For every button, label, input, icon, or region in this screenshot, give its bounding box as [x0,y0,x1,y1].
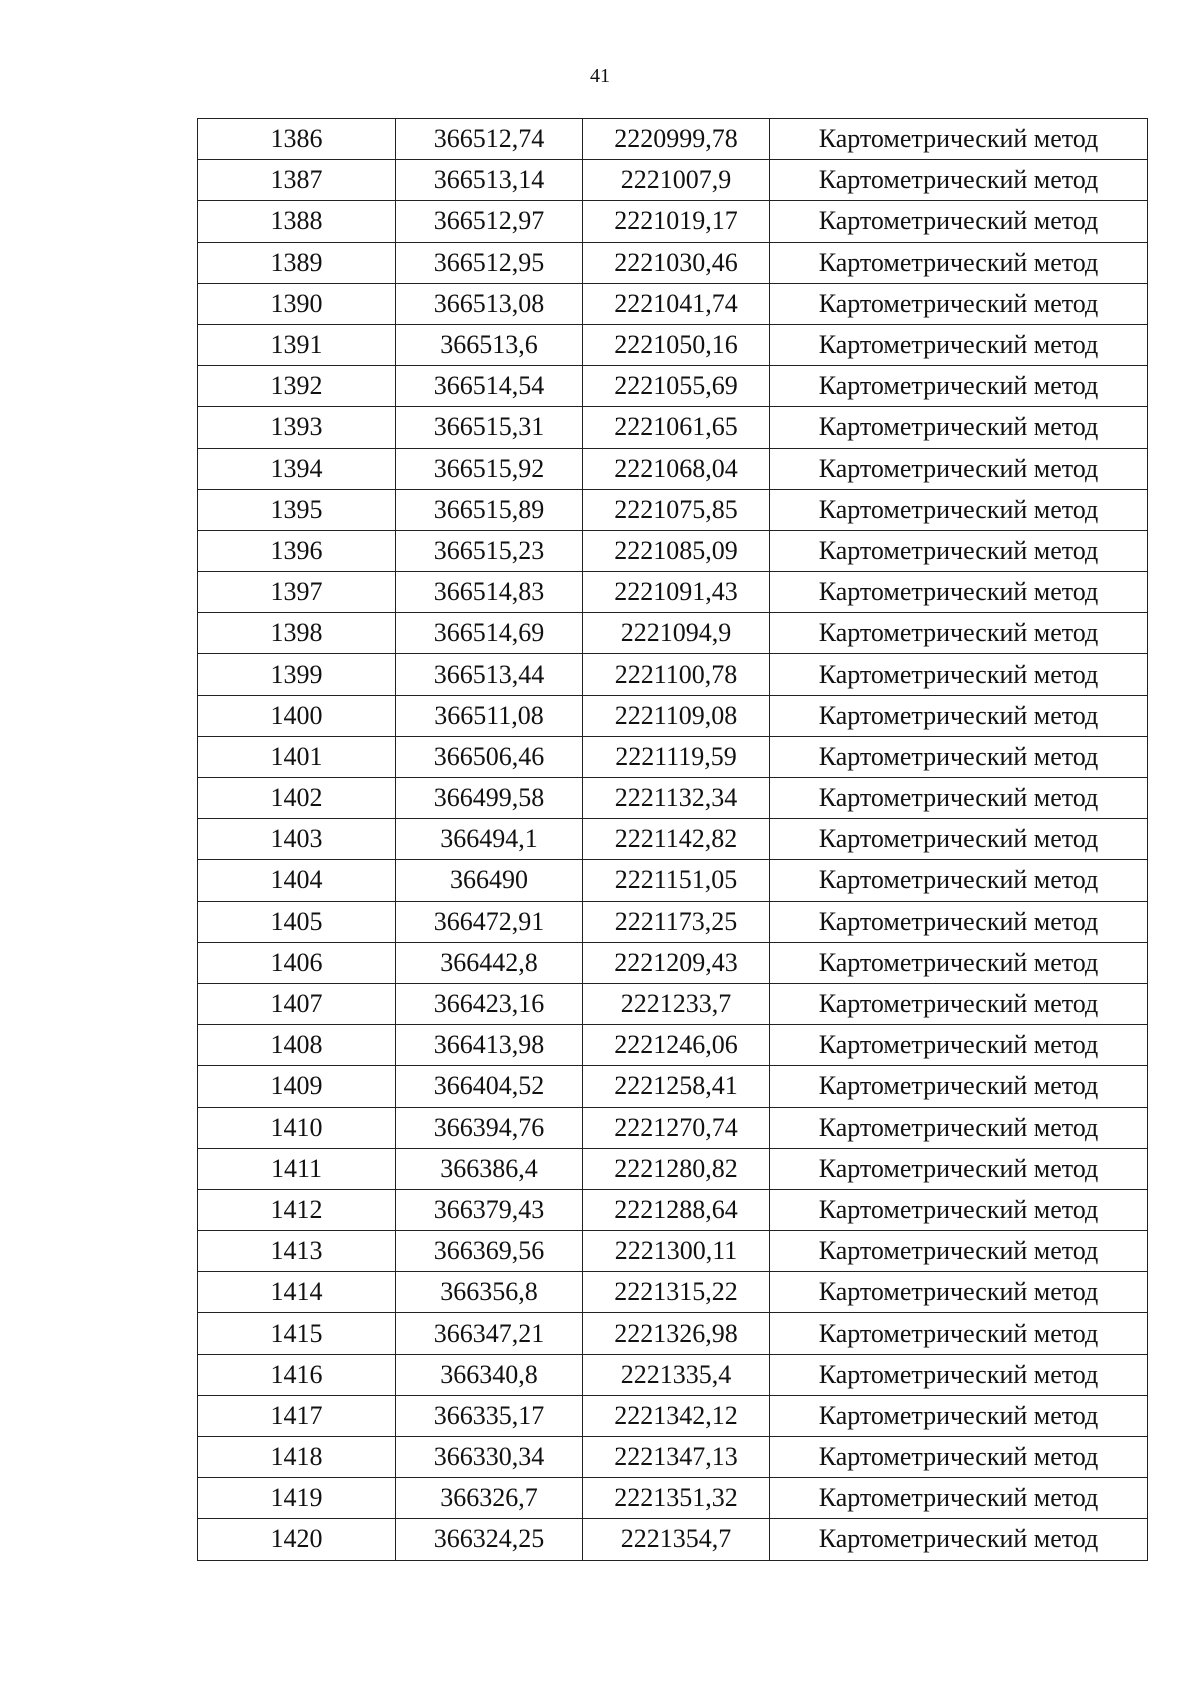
method-cell: Картометрический метод [770,242,1148,283]
coordinate-y-cell: 2221075,85 [583,489,770,530]
method-cell: Картометрический метод [770,1354,1148,1395]
coordinate-y-cell: 2221342,12 [583,1395,770,1436]
coordinate-x-cell: 366515,89 [396,489,583,530]
page-number: 41 [590,65,610,87]
point-number-cell: 1413 [198,1231,396,1272]
point-number-cell: 1390 [198,283,396,324]
coordinate-x-cell: 366386,4 [396,1148,583,1189]
method-cell: Картометрический метод [770,1231,1148,1272]
table-row [198,901,1148,942]
coordinate-x-cell: 366514,54 [396,366,583,407]
method-cell: Картометрический метод [770,366,1148,407]
table-row [198,1107,1148,1148]
method-cell: Картометрический метод [770,448,1148,489]
table-row [198,1066,1148,1107]
point-number-cell: 1392 [198,366,396,407]
coordinate-x-cell: 366494,1 [396,819,583,860]
coordinate-y-cell: 2221354,7 [583,1519,770,1560]
method-cell: Картометрический метод [770,736,1148,777]
table-row [198,1025,1148,1066]
point-number-cell: 1417 [198,1395,396,1436]
coordinate-y-cell: 2221288,64 [583,1189,770,1230]
point-number-cell: 1408 [198,1025,396,1066]
table-row [198,654,1148,695]
point-number-cell: 1412 [198,1189,396,1230]
coordinate-y-cell: 2221246,06 [583,1025,770,1066]
method-cell: Картометрический метод [770,1189,1148,1230]
method-cell: Картометрический метод [770,778,1148,819]
coordinate-x-cell: 366340,8 [396,1354,583,1395]
point-number-cell: 1398 [198,613,396,654]
coordinate-x-cell: 366515,23 [396,530,583,571]
table-row [198,1437,1148,1478]
coordinate-x-cell: 366490 [396,860,583,901]
method-cell: Картометрический метод [770,1025,1148,1066]
coordinate-y-cell: 2221091,43 [583,572,770,613]
point-number-cell: 1399 [198,654,396,695]
coordinate-y-cell: 2221055,69 [583,366,770,407]
coordinate-y-cell: 2221351,32 [583,1478,770,1519]
coordinate-y-cell: 2221258,41 [583,1066,770,1107]
point-number-cell: 1411 [198,1148,396,1189]
coordinate-y-cell: 2221109,08 [583,695,770,736]
coordinate-y-cell: 2221094,9 [583,613,770,654]
method-cell: Картометрический метод [770,1478,1148,1519]
method-cell: Картометрический метод [770,1107,1148,1148]
coordinate-x-cell: 366515,31 [396,407,583,448]
coordinate-x-cell: 366512,97 [396,201,583,242]
table-row [198,160,1148,201]
coordinate-y-cell: 2221209,43 [583,942,770,983]
method-cell: Картометрический метод [770,530,1148,571]
method-cell: Картометрический метод [770,819,1148,860]
coordinate-y-cell: 2221326,98 [583,1313,770,1354]
coordinate-y-cell: 2221280,82 [583,1148,770,1189]
coordinate-y-cell: 2221173,25 [583,901,770,942]
table-row [198,530,1148,571]
method-cell: Картометрический метод [770,324,1148,365]
coordinate-x-cell: 366347,21 [396,1313,583,1354]
point-number-cell: 1418 [198,1437,396,1478]
coordinate-x-cell: 366324,25 [396,1519,583,1560]
coordinate-x-cell: 366442,8 [396,942,583,983]
table-row [198,1148,1148,1189]
table-row [198,242,1148,283]
method-cell: Картометрический метод [770,1437,1148,1478]
coordinate-x-cell: 366413,98 [396,1025,583,1066]
point-number-cell: 1403 [198,819,396,860]
method-cell: Картометрический метод [770,1148,1148,1189]
coordinate-x-cell: 366472,91 [396,901,583,942]
coordinates-table-body [198,119,1148,1561]
point-number-cell: 1391 [198,324,396,365]
method-cell: Картометрический метод [770,572,1148,613]
point-number-cell: 1406 [198,942,396,983]
table-row [198,613,1148,654]
coordinate-y-cell: 2221050,16 [583,324,770,365]
table-row [198,860,1148,901]
coordinate-y-cell: 2221030,46 [583,242,770,283]
table-row [198,448,1148,489]
coordinate-x-cell: 366423,16 [396,983,583,1024]
table-row [198,283,1148,324]
point-number-cell: 1400 [198,695,396,736]
coordinate-y-cell: 2221315,22 [583,1272,770,1313]
point-number-cell: 1405 [198,901,396,942]
method-cell: Картометрический метод [770,983,1148,1024]
coordinate-x-cell: 366369,56 [396,1231,583,1272]
table-row [198,736,1148,777]
coordinate-y-cell: 2221085,09 [583,530,770,571]
method-cell: Картометрический метод [770,1272,1148,1313]
method-cell: Картометрический метод [770,1519,1148,1560]
table-row [198,119,1148,160]
method-cell: Картометрический метод [770,201,1148,242]
point-number-cell: 1395 [198,489,396,530]
coordinate-x-cell: 366511,08 [396,695,583,736]
coordinate-x-cell: 366394,76 [396,1107,583,1148]
coordinate-x-cell: 366512,74 [396,119,583,160]
table-row [198,366,1148,407]
point-number-cell: 1420 [198,1519,396,1560]
table-row [198,1395,1148,1436]
point-number-cell: 1388 [198,201,396,242]
coordinate-y-cell: 2220999,78 [583,119,770,160]
coordinate-y-cell: 2221019,17 [583,201,770,242]
table-row [198,572,1148,613]
table-row [198,695,1148,736]
coordinate-x-cell: 366513,14 [396,160,583,201]
coordinate-y-cell: 2221335,4 [583,1354,770,1395]
point-number-cell: 1386 [198,119,396,160]
point-number-cell: 1415 [198,1313,396,1354]
point-number-cell: 1404 [198,860,396,901]
point-number-cell: 1387 [198,160,396,201]
table-row [198,1478,1148,1519]
method-cell: Картометрический метод [770,283,1148,324]
method-cell: Картометрический метод [770,119,1148,160]
coordinates-table [197,118,1148,1561]
coordinate-y-cell: 2221007,9 [583,160,770,201]
coordinate-y-cell: 2221151,05 [583,860,770,901]
coordinate-x-cell: 366404,52 [396,1066,583,1107]
coordinate-x-cell: 366379,43 [396,1189,583,1230]
coordinate-x-cell: 366506,46 [396,736,583,777]
table-row [198,819,1148,860]
coordinate-x-cell: 366513,08 [396,283,583,324]
coordinate-y-cell: 2221270,74 [583,1107,770,1148]
coordinate-y-cell: 2221142,82 [583,819,770,860]
point-number-cell: 1407 [198,983,396,1024]
table-row [198,1519,1148,1560]
method-cell: Картометрический метод [770,160,1148,201]
coordinate-x-cell: 366356,8 [396,1272,583,1313]
point-number-cell: 1401 [198,736,396,777]
table-row [198,983,1148,1024]
method-cell: Картометрический метод [770,654,1148,695]
table-row [198,407,1148,448]
method-cell: Картометрический метод [770,1313,1148,1354]
table-row [198,1272,1148,1313]
coordinate-y-cell: 2221068,04 [583,448,770,489]
method-cell: Картометрический метод [770,695,1148,736]
point-number-cell: 1416 [198,1354,396,1395]
point-number-cell: 1410 [198,1107,396,1148]
coordinate-x-cell: 366335,17 [396,1395,583,1436]
coordinate-x-cell: 366499,58 [396,778,583,819]
point-number-cell: 1397 [198,572,396,613]
coordinate-y-cell: 2221061,65 [583,407,770,448]
coordinate-x-cell: 366515,92 [396,448,583,489]
point-number-cell: 1394 [198,448,396,489]
table-row [198,489,1148,530]
table-row [198,778,1148,819]
method-cell: Картометрический метод [770,901,1148,942]
point-number-cell: 1396 [198,530,396,571]
method-cell: Картометрический метод [770,489,1148,530]
method-cell: Картометрический метод [770,407,1148,448]
point-number-cell: 1389 [198,242,396,283]
coordinate-y-cell: 2221347,13 [583,1437,770,1478]
coordinate-y-cell: 2221119,59 [583,736,770,777]
method-cell: Картометрический метод [770,1395,1148,1436]
method-cell: Картометрический метод [770,1066,1148,1107]
table-row [198,942,1148,983]
table-row [198,1313,1148,1354]
coordinate-x-cell: 366330,34 [396,1437,583,1478]
method-cell: Картометрический метод [770,613,1148,654]
coordinate-x-cell: 366514,69 [396,613,583,654]
point-number-cell: 1393 [198,407,396,448]
coordinate-y-cell: 2221100,78 [583,654,770,695]
method-cell: Картометрический метод [770,860,1148,901]
table-row [198,201,1148,242]
coordinate-y-cell: 2221041,74 [583,283,770,324]
table-row [198,1354,1148,1395]
point-number-cell: 1409 [198,1066,396,1107]
coordinate-y-cell: 2221300,11 [583,1231,770,1272]
coordinate-x-cell: 366326,7 [396,1478,583,1519]
coordinate-x-cell: 366514,83 [396,572,583,613]
table-row [198,1231,1148,1272]
table-row [198,1189,1148,1230]
coordinate-x-cell: 366513,44 [396,654,583,695]
coordinate-y-cell: 2221233,7 [583,983,770,1024]
point-number-cell: 1419 [198,1478,396,1519]
method-cell: Картометрический метод [770,942,1148,983]
point-number-cell: 1414 [198,1272,396,1313]
point-number-cell: 1402 [198,778,396,819]
table-row [198,324,1148,365]
coordinate-x-cell: 366512,95 [396,242,583,283]
coordinate-y-cell: 2221132,34 [583,778,770,819]
coordinate-x-cell: 366513,6 [396,324,583,365]
